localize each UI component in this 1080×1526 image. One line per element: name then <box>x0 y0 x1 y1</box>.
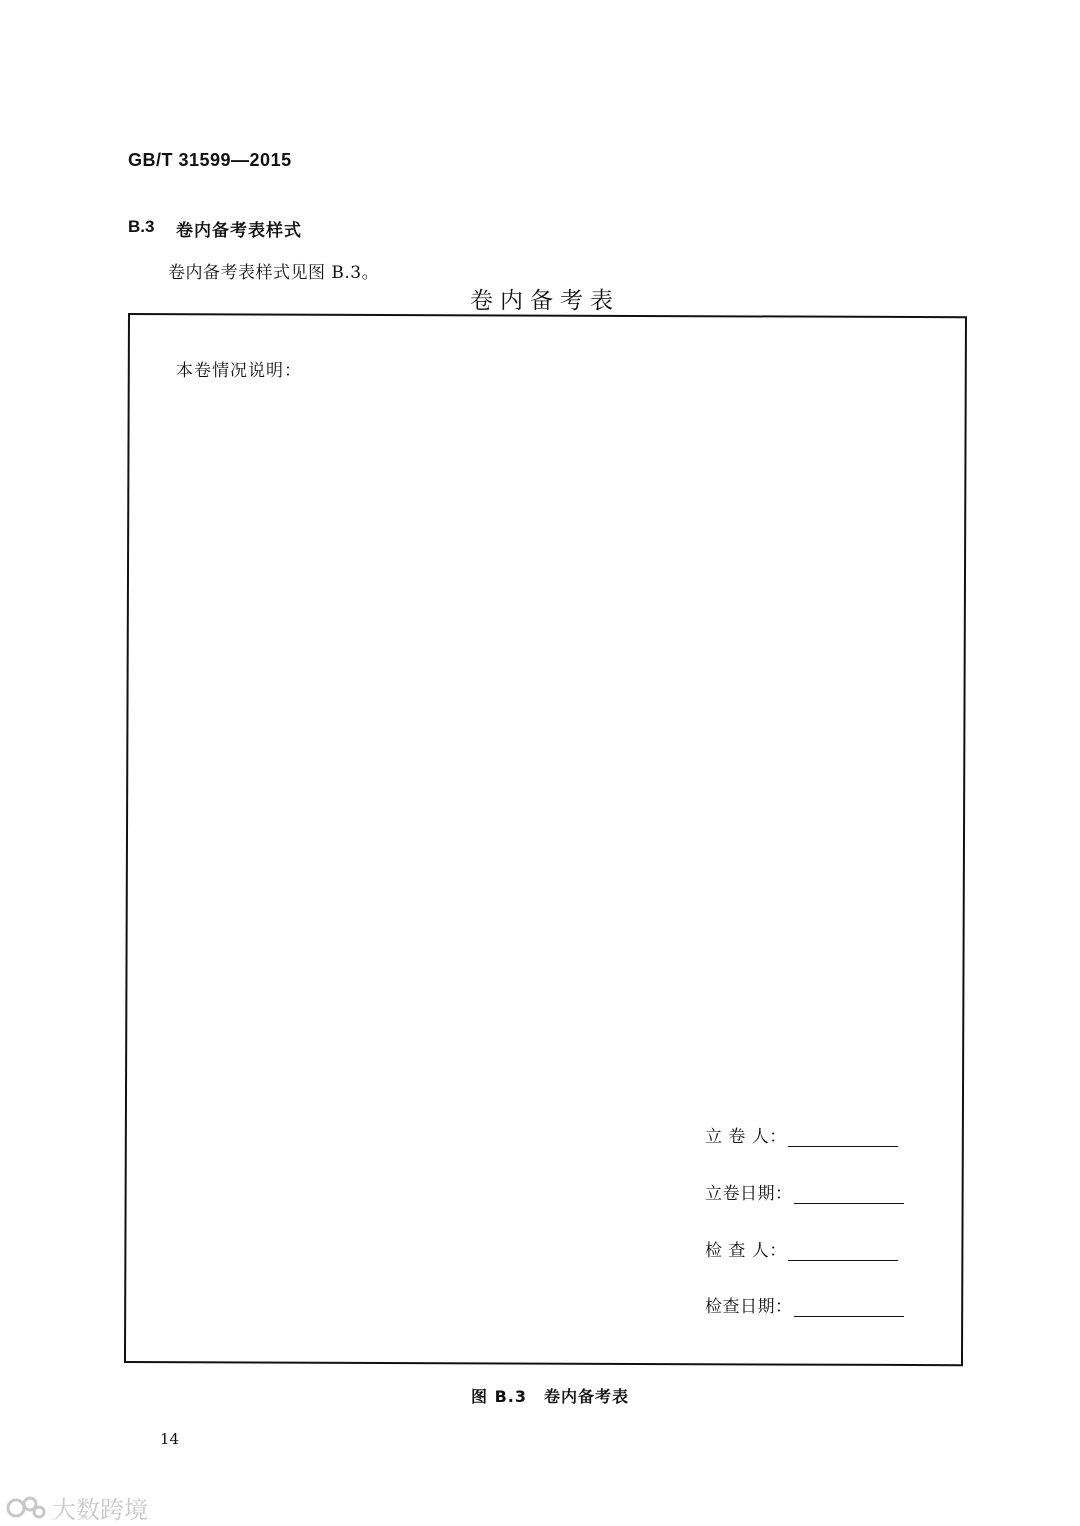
signature-row-check-date <box>705 1292 904 1317</box>
signature-label: 检 查 人： <box>705 1241 787 1261</box>
standard-code: GB/T 31599—2015 <box>128 150 292 170</box>
signature-blank-line <box>794 1185 904 1204</box>
page-number: 14 <box>160 1430 180 1448</box>
figure-caption: 图 B.3 卷内备考表 <box>471 1387 629 1406</box>
watermark-logo-icon <box>6 1494 46 1522</box>
watermark-text: 大数跨境 <box>52 1496 148 1524</box>
signature-blank-line <box>794 1298 904 1317</box>
form-title: 卷内备考表 <box>470 288 620 314</box>
signature-row-filer <box>705 1122 898 1147</box>
form-frame <box>124 313 967 1366</box>
signature-row-checker <box>705 1236 898 1261</box>
remarks-label: 本卷情况说明： <box>176 361 302 381</box>
signature-label: 立 卷 人： <box>705 1127 787 1147</box>
watermark <box>6 1490 148 1525</box>
signature-row-filing-date <box>705 1179 904 1204</box>
section-title: 卷内备考表样式 <box>176 221 302 241</box>
signature-blank-line <box>788 1242 898 1261</box>
signature-blank-line <box>788 1128 898 1147</box>
signature-label: 检查日期： <box>705 1297 793 1317</box>
section-body-text: 卷内备考表样式见图 B.3。 <box>168 263 380 283</box>
signature-label: 立卷日期： <box>705 1184 793 1204</box>
section-number: B.3 <box>128 217 155 236</box>
